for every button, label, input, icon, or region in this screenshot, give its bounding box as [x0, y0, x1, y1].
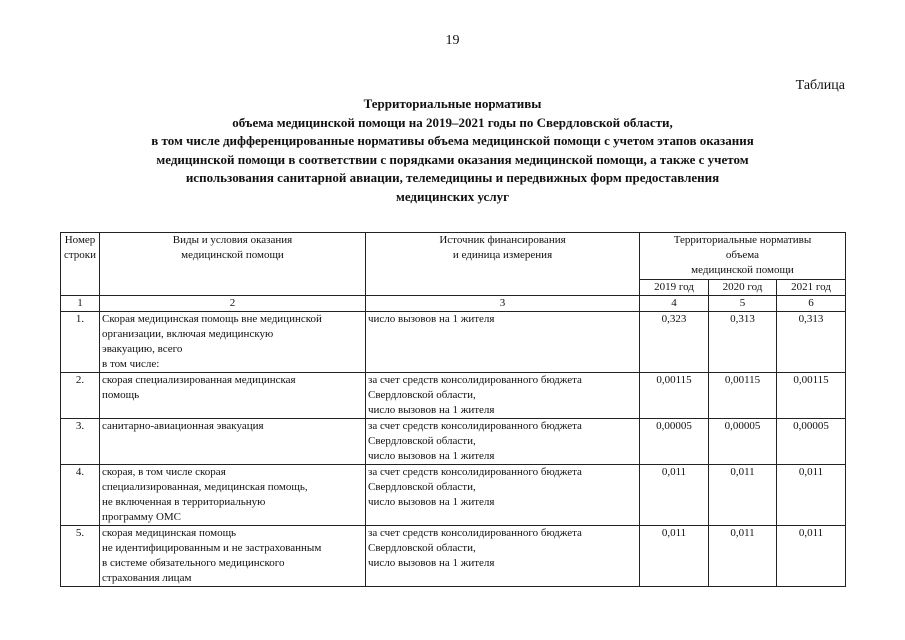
row-value-2019: 0,011 [640, 465, 709, 526]
norms-table [60, 232, 846, 587]
header-row-number: Номер строки [61, 233, 100, 296]
row-value-2019: 0,011 [640, 526, 709, 587]
row-kind: скорая специализированная медицинская помощь [100, 373, 366, 419]
document-title [60, 95, 845, 206]
title-line: использования санитарной авиации, телемедицины и передвижных форм предоставления [185, 170, 720, 185]
title-line: Территориальные нормативы [363, 96, 542, 111]
row-source: за счет средств консолидированного бюджета Свердловской области, число вызовов на 1 жителя [366, 526, 640, 587]
column-numbers-row [61, 296, 846, 312]
column-number: 3 [366, 296, 640, 312]
row-value-2020: 0,011 [709, 526, 777, 587]
column-number: 5 [709, 296, 777, 312]
title-line: в том числе дифференцированные нормативы объема медицинской помощи с учетом этапов оказания [151, 133, 754, 148]
row-number: 5. [61, 526, 100, 587]
table-row [61, 465, 846, 526]
row-value-2019: 0,00005 [640, 419, 709, 465]
column-number: 6 [777, 296, 846, 312]
row-value-2020: 0,00115 [709, 373, 777, 419]
header-norms-group: Территориальные нормативы объема медицинской помощи [640, 233, 846, 280]
row-value-2021: 0,011 [777, 526, 846, 587]
row-value-2019: 0,323 [640, 312, 709, 373]
row-source: число вызовов на 1 жителя [366, 312, 640, 373]
row-value-2020: 0,011 [709, 465, 777, 526]
row-kind: скорая медицинская помощь не идентифицированным и не застрахованным в системе обязательного медицинского страхования лицам [100, 526, 366, 587]
row-number: 1. [61, 312, 100, 373]
table-row [61, 419, 846, 465]
column-number: 1 [61, 296, 100, 312]
row-value-2021: 0,00005 [777, 419, 846, 465]
row-source: за счет средств консолидированного бюджета Свердловской области, число вызовов на 1 жителя [366, 465, 640, 526]
row-value-2020: 0,00005 [709, 419, 777, 465]
row-value-2021: 0,313 [777, 312, 846, 373]
title-line: медицинских услуг [395, 188, 510, 204]
table-row [61, 373, 846, 419]
row-value-2020: 0,313 [709, 312, 777, 373]
row-kind: санитарно-авиационная эвакуация [100, 419, 366, 465]
page-number: 19 [445, 33, 460, 48]
title-line: медицинской помощи в соответствии с порядками оказания медицинской помощи, а также с учетом [156, 151, 749, 167]
row-number: 4. [61, 465, 100, 526]
row-source: за счет средств консолидированного бюджета Свердловской области, число вызовов на 1 жителя [366, 419, 640, 465]
header-source: Источник финансирования и единица измерения [366, 233, 640, 296]
table-caption: Таблица [795, 78, 845, 93]
header-year-2019: 2019 год [640, 280, 709, 296]
table-row [61, 312, 846, 373]
row-kind: скорая, в том числе скорая специализированная, медицинская помощь, не включенная в территориальную программу ОМС [100, 465, 366, 526]
header-year-2020: 2020 год [709, 280, 777, 296]
row-number: 3. [61, 419, 100, 465]
column-number: 2 [100, 296, 366, 312]
row-kind: Скорая медицинская помощь вне медицинской организации, включая медицинскую эвакуацию, всего в том числе: [100, 312, 366, 373]
row-source: за счет средств консолидированного бюджета Свердловской области, число вызовов на 1 жителя [366, 373, 640, 419]
row-value-2021: 0,011 [777, 465, 846, 526]
header-year-2021: 2021 год [777, 280, 846, 296]
row-number: 2. [61, 373, 100, 419]
row-value-2021: 0,00115 [777, 373, 846, 419]
header-kind: Виды и условия оказания медицинской помощи [100, 233, 366, 296]
table-row [61, 526, 846, 587]
row-value-2019: 0,00115 [640, 373, 709, 419]
title-line: объема медицинской помощи на 2019–2021 годы по Свердловской области, [232, 114, 673, 130]
column-number: 4 [640, 296, 709, 312]
